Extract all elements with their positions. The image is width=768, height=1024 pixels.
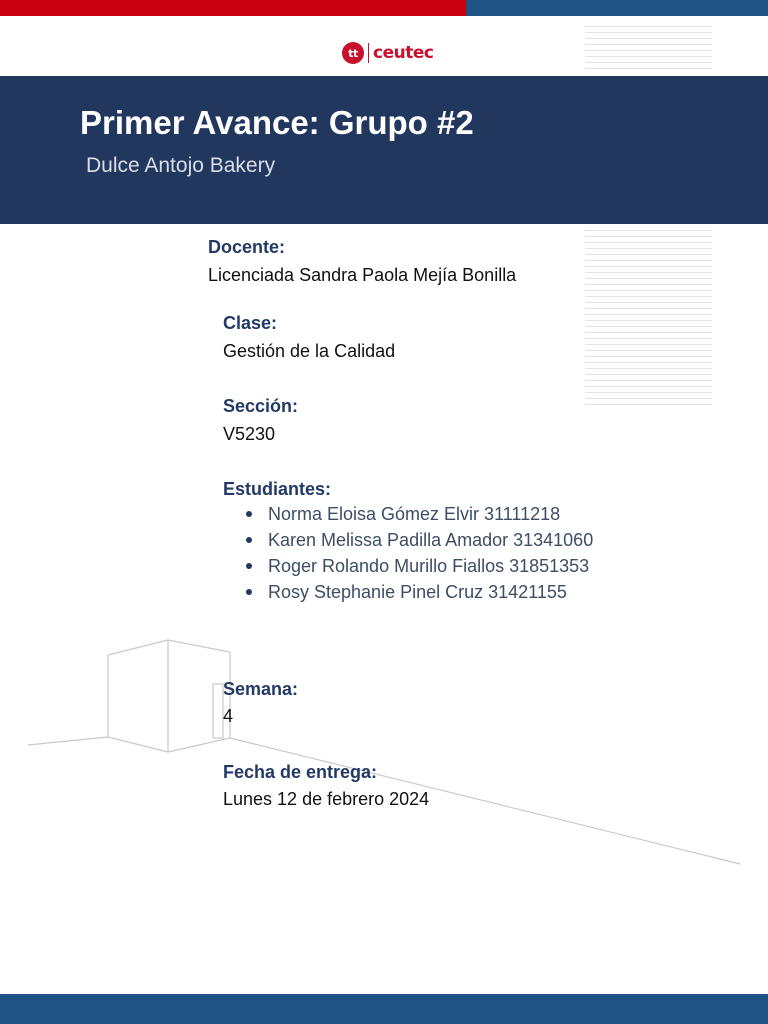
docente-label: Docente: bbox=[208, 237, 286, 257]
logo-name: ceutec bbox=[373, 43, 434, 63]
clase-value: Gestión de la Calidad bbox=[223, 341, 396, 361]
student-name: Karen Melissa Padilla Amador 31341060 bbox=[268, 530, 594, 550]
fecha-label: Fecha de entrega: bbox=[223, 762, 378, 782]
bullet-icon bbox=[246, 511, 252, 517]
student-name: Norma Eloisa Gómez Elvir 31111218 bbox=[268, 504, 561, 524]
semana-value: 4 bbox=[223, 706, 234, 726]
bullet-icon bbox=[246, 589, 252, 595]
seccion-value: V5230 bbox=[223, 424, 276, 444]
docente-value: Licenciada Sandra Paola Mejía Bonilla bbox=[208, 265, 517, 285]
student-name: Roger Rolando Murillo Fiallos 31851353 bbox=[268, 556, 590, 576]
logo-badge-icon: tt bbox=[342, 42, 364, 64]
semana-label: Semana: bbox=[223, 679, 299, 699]
students-list bbox=[246, 501, 593, 605]
page-subtitle: Dulce Antojo Bakery bbox=[86, 154, 276, 177]
footer-bar bbox=[0, 994, 768, 1024]
page-title: Primer Avance: Grupo #2 bbox=[80, 104, 474, 141]
list-item bbox=[246, 527, 593, 553]
list-item bbox=[246, 501, 593, 527]
bullet-icon bbox=[246, 563, 252, 569]
bullet-icon bbox=[246, 537, 252, 543]
student-name: Rosy Stephanie Pinel Cruz 31421155 bbox=[268, 582, 567, 602]
seccion-label: Sección: bbox=[223, 396, 299, 416]
estudiantes-label: Estudiantes: bbox=[223, 479, 332, 499]
list-item bbox=[246, 579, 593, 605]
clase-label: Clase: bbox=[223, 313, 278, 333]
list-item bbox=[246, 553, 593, 579]
fecha-value: Lunes 12 de febrero 2024 bbox=[223, 789, 430, 809]
